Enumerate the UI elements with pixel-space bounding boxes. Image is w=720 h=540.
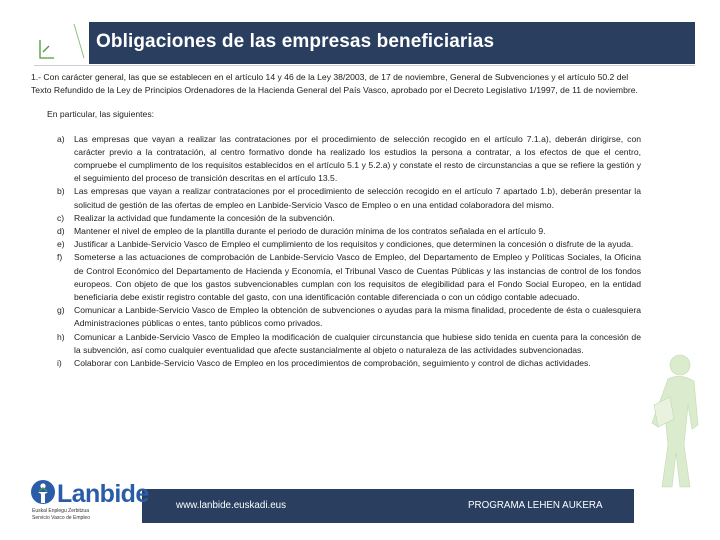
item-letter: i): [57, 358, 62, 369]
list-item: [57, 251, 641, 304]
footer-band: [142, 489, 634, 523]
brand-subtitle-spanish: Servicio Vasco de Empleo: [32, 514, 90, 521]
title-underline: [34, 65, 695, 66]
lead-paragraph: En particular, las siguientes:: [47, 109, 155, 120]
item-text: Mantener el nivel de empleo de la plantilla durante el periodo de duración mínima de los contratos señalada en el artículo 9.: [74, 226, 546, 237]
obligations-list: [31, 133, 641, 371]
list-item: [57, 238, 641, 251]
item-text: Comunicar a Lanbide-Servicio Vasco de Empleo la obtención de subvenciones o ayudas para la misma finalidad, procedente de ésta o cualesquiera Administraciones públicas o entes, tanto públicos como privados.: [74, 305, 641, 329]
item-letter: f): [57, 252, 63, 263]
title-bar: [86, 22, 695, 64]
item-text: Justificar a Lanbide-Servicio Vasco de Empleo el cumplimiento de los requisitos y condiciones, que determinen la concesión o disfrute de la ayuda.: [74, 239, 634, 250]
list-item: [57, 133, 641, 186]
brand-name: Lanbide: [57, 480, 149, 508]
item-text: Las empresas que vayan a realizar contrataciones por el procedimiento de selección recogido en el artículo 7 apartado 1.b), deberán presentar la solicitud de gestión de las ofertas de empleo en Lanbide-Servicio Vasco de Empleo o en una entidad colaboradora del mismo.: [74, 186, 641, 210]
lanbide-logo: [30, 478, 149, 526]
item-text: Someterse a las actuaciones de comprobación de Lanbide-Servicio Vasco de Empleo, del Departamento de Empleo y Políticas Sociales, la Oficina de Control Económico del Departamento de Hacienda y Economía, el Tribunal Vasco de Cuentas Públicas y las instancias de control de los fondos europeos. Con objeto de que los gastos subvencionables cumplan con los requisitos de elegibilidad para el Fondo Social Europeo, en la entidad beneficiaria debe existir registro contable del gasto, con una identificación contable diferenciada o con un código contable adecuado.: [74, 252, 641, 303]
list-item: [57, 212, 641, 225]
brand-subtitle: [32, 508, 90, 521]
footer-program-name: PROGRAMA LEHEN AUKERA: [468, 500, 603, 511]
item-text: Colaborar con Lanbide-Servicio Vasco de Empleo en los procedimientos de comprobación, seguimiento y control de dichas actividades.: [74, 358, 591, 369]
intro-paragraph: 1.- Con carácter general, las que se establecen en el artículo 14 y 46 de la Ley 38/2003, de 17 de noviembre, General de Subvenciones y el artículo 50.2 del Texto Refundido de la Ley de Principios Ordenadores de la Hacienda General del País Vasco, aprobado por el Decreto Legislativo 1/1997, de 11 de noviembre.: [31, 72, 638, 96]
list-item: [57, 304, 641, 330]
item-letter: a): [57, 133, 65, 144]
item-letter: h): [57, 331, 65, 342]
list-item: [57, 185, 641, 211]
item-text: Realizar la actividad que fundamente la concesión de la subvención.: [74, 212, 335, 223]
item-text: Comunicar a Lanbide-Servicio Vasco de Empleo la modificación de cualquier circunstancia que hubiese sido tenida en cuenta para la concesión de la subvención, así como cualquier eventualidad que afecte sustancialmente al objeto o naturaleza de las actividades subvencionadas.: [74, 331, 641, 355]
item-letter: d): [57, 226, 65, 237]
lanbide-symbol-icon: [30, 478, 56, 506]
content-area: [31, 71, 641, 370]
item-letter: g): [57, 305, 65, 316]
footer-url-link[interactable]: www.lanbide.euskadi.eus: [176, 500, 287, 511]
item-letter: e): [57, 239, 65, 250]
list-item: [57, 225, 641, 238]
list-item: [57, 331, 641, 357]
item-letter: b): [57, 186, 65, 197]
corner-logo-mark: [34, 18, 90, 64]
page-title: Obligaciones de las empresas beneficiarias: [96, 31, 495, 52]
item-letter: c): [57, 212, 65, 223]
item-text: Las empresas que vayan a realizar las contrataciones por el procedimiento de selección recogido en el artículo 7.1.a), deberán dirigirse, con carácter previo a la contratación, al centro formativo donde ha realizado los estudios la persona a contratar, a los efectos de que el centro, compruebe el cumplimento de los requisitos establecidos en el artículo 5.1 y 5.2.a) y constate el resto de circunstancias a que se refiere la gestión y el seguimiento del proceso de transición descritas en el artículo 13.5.: [74, 133, 641, 184]
brand-subtitle-basque: Euskal Enplegu Zerbitzua: [32, 508, 89, 514]
decorative-figure-illustration: [640, 345, 710, 490]
list-item: [57, 357, 641, 370]
